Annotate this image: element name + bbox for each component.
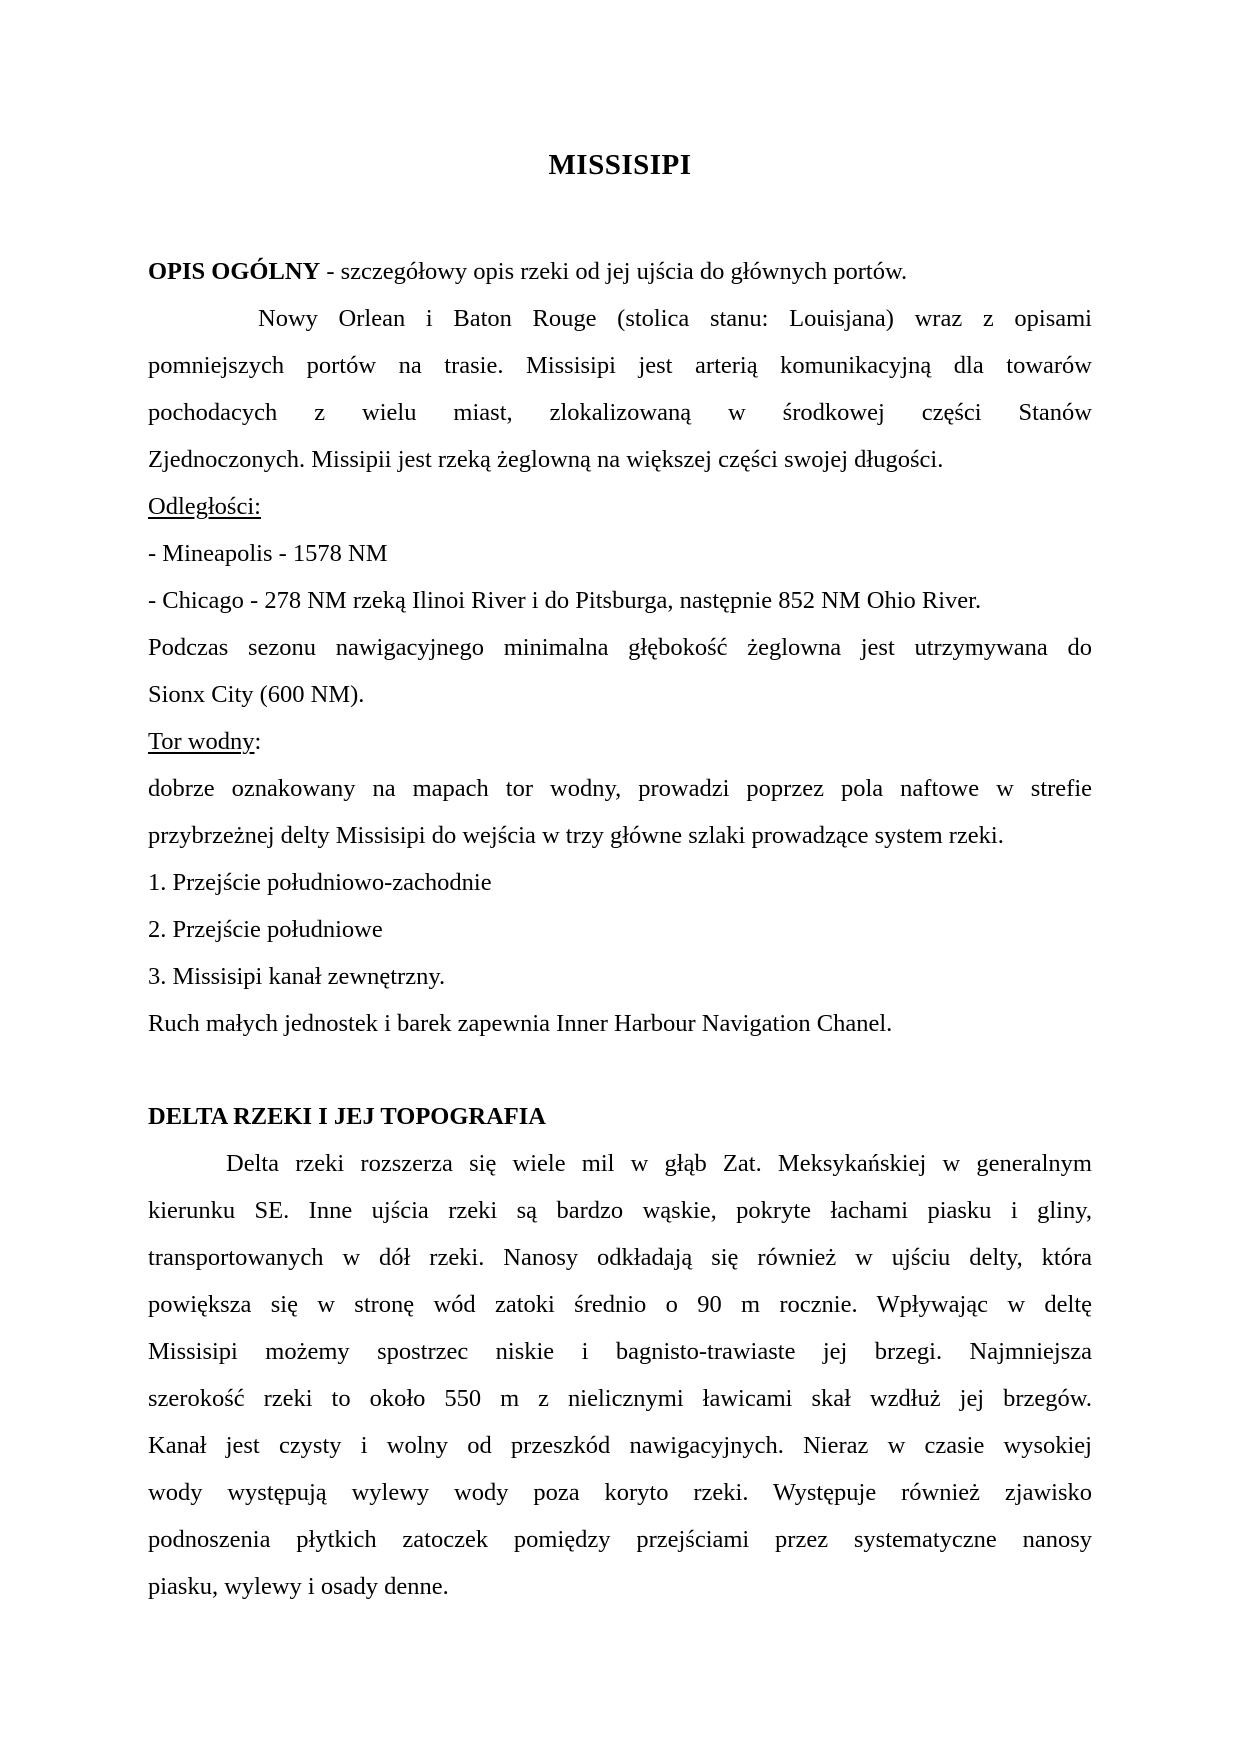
paragraph-line: Podczas sezonu nawigacyjnego minimalna głębokość żeglowna jest utrzymywana do (148, 634, 1092, 661)
passage-item: 1. Przejście południowo-zachodnie (148, 869, 492, 896)
closing-line: Ruch małych jednostek i barek zapewnia Inner Harbour Navigation Chanel. (148, 1010, 893, 1037)
distance-item: - Mineapolis - 1578 NM (148, 540, 388, 567)
paragraph-line: Sionx City (600 NM). (148, 681, 365, 708)
page-title: MISSISIPI (548, 149, 692, 181)
paragraph-line: przybrzeżnej delty Missisipi do wejścia w trzy główne szlaki prowadzące system rzeki. (148, 822, 1004, 849)
section-general-subtitle: - szczegółowy opis rzeki od jej ujścia do głównych portów. (320, 258, 908, 285)
paragraph-line: Zjednoczonych. Missipii jest rzeką żeglowną na większej części swojej długości. (148, 446, 944, 473)
paragraph-line: kierunku SE. Inne ujścia rzeki są bardzo wąskie, pokryte łachami piasku i gliny, (148, 1197, 1092, 1224)
passage-item: 2. Przejście południowe (148, 916, 383, 943)
paragraph-line: piasku, wylewy i osady denne. (148, 1573, 449, 1600)
paragraph-line: szerokość rzeki to około 550 m z nielicznymi ławicami skał wzdłuż jej brzegów. (148, 1385, 1092, 1412)
fairway-colon: : (254, 728, 262, 755)
distance-item: - Chicago - 278 NM rzeką Ilinoi River i do Pitsburga, następnie 852 NM Ohio River. (148, 587, 982, 614)
fairway-label-row (148, 727, 261, 757)
paragraph-line: Missisipi możemy spostrzec niskie i bagnisto-trawiaste jej brzegi. Najmniejsza (148, 1338, 1092, 1365)
paragraph-line: transportowanych w dół rzeki. Nanosy odkładają się również w ujściu delty, która (148, 1244, 1092, 1271)
distances-label: Odległości: (148, 493, 261, 520)
paragraph-line: pochodacych z wielu miast, zlokalizowaną w środkowej części Stanów (148, 399, 1092, 426)
paragraph-line: pomniejszych portów na trasie. Missisipi jest arterią komunikacyjną dla towarów (148, 352, 1092, 379)
section-heading-delta: DELTA RZEKI I JEJ TOPOGRAFIA (148, 1103, 547, 1130)
paragraph-line: Delta rzeki rozszerza się wiele mil w głąb Zat. Meksykańskiej w generalnym (226, 1150, 1092, 1177)
fairway-label: Tor wodny (148, 728, 255, 755)
paragraph-line: powiększa się w stronę wód zatoki średnio o 90 m rocznie. Wpływając w deltę (148, 1291, 1092, 1318)
paragraph-line: dobrze oznakowany na mapach tor wodny, prowadzi poprzez pola naftowe w strefie (148, 775, 1092, 802)
section-general-intro (148, 257, 1092, 287)
paragraph-line: Nowy Orlean i Baton Rouge (stolica stanu: Louisjana) wraz z opisami (258, 305, 1092, 332)
section-heading-general: OPIS OGÓLNY (148, 258, 321, 285)
paragraph-line: podnoszenia płytkich zatoczek pomiędzy przejściami przez systematyczne nanosy (148, 1526, 1092, 1553)
paragraph-line: wody występują wylewy wody poza koryto rzeki. Występuje również zjawisko (148, 1479, 1092, 1506)
passage-item: 3. Missisipi kanał zewnętrzny. (148, 963, 446, 990)
paragraph-line: Kanał jest czysty i wolny od przeszkód nawigacyjnych. Nieraz w czasie wysokiej (148, 1432, 1092, 1459)
